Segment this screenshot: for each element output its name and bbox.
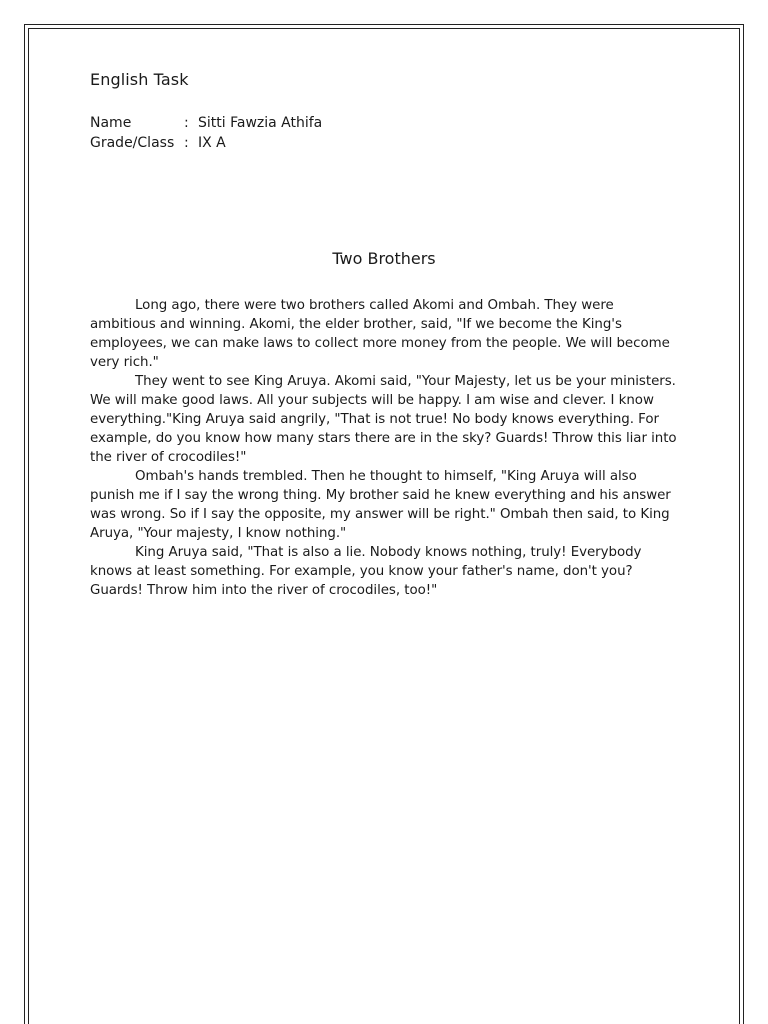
document-title: English Task (90, 70, 189, 89)
class-label-text: Grade/Class (90, 135, 175, 151)
class-label (90, 133, 189, 153)
name-row (90, 113, 322, 133)
story-paragraph: Long ago, there were two brothers called Akomi and Ombah. They were ambitious and winning. Akomi, the elder brother, said, "If we become the King's employees, we can make laws to collect more money from the people. We will become very rich." (90, 298, 670, 370)
class-value: IX A (198, 135, 226, 151)
story-body (90, 296, 680, 600)
student-info (90, 113, 322, 153)
name-label-text: Name (90, 115, 132, 131)
name-label (90, 113, 189, 133)
class-row (90, 133, 322, 153)
story-title: Two Brothers (332, 249, 436, 268)
story-paragraph: King Aruya said, "That is also a lie. Nobody knows nothing, truly! Everybody knows at least something. For example, you know your father's name, don't you? Guards! Throw him into the river of crocodiles, too!" (90, 545, 642, 598)
name-value: Sitti Fawzia Athifa (198, 115, 323, 131)
class-colon: : (184, 135, 189, 151)
story-paragraph: They went to see King Aruya. Akomi said, "Your Majesty, let us be your ministers. We will make good laws. All your subjects will be happy. I am wise and clever. I know everything."King Aruya said angrily, "That is not true! No body knows everything. For example, do you know how many stars there are in the sky? Guards! Throw this liar into the river of crocodiles!" (90, 374, 677, 465)
name-colon: : (184, 115, 189, 131)
story-paragraph: Ombah's hands trembled. Then he thought to himself, "King Aruya will also punish me if I say the wrong thing. My brother said he knew everything and his answer was wrong. So if I say the opposite, my answer will be right." Ombah then said, to King Aruya, "Your majesty, I know nothing." (90, 469, 671, 541)
